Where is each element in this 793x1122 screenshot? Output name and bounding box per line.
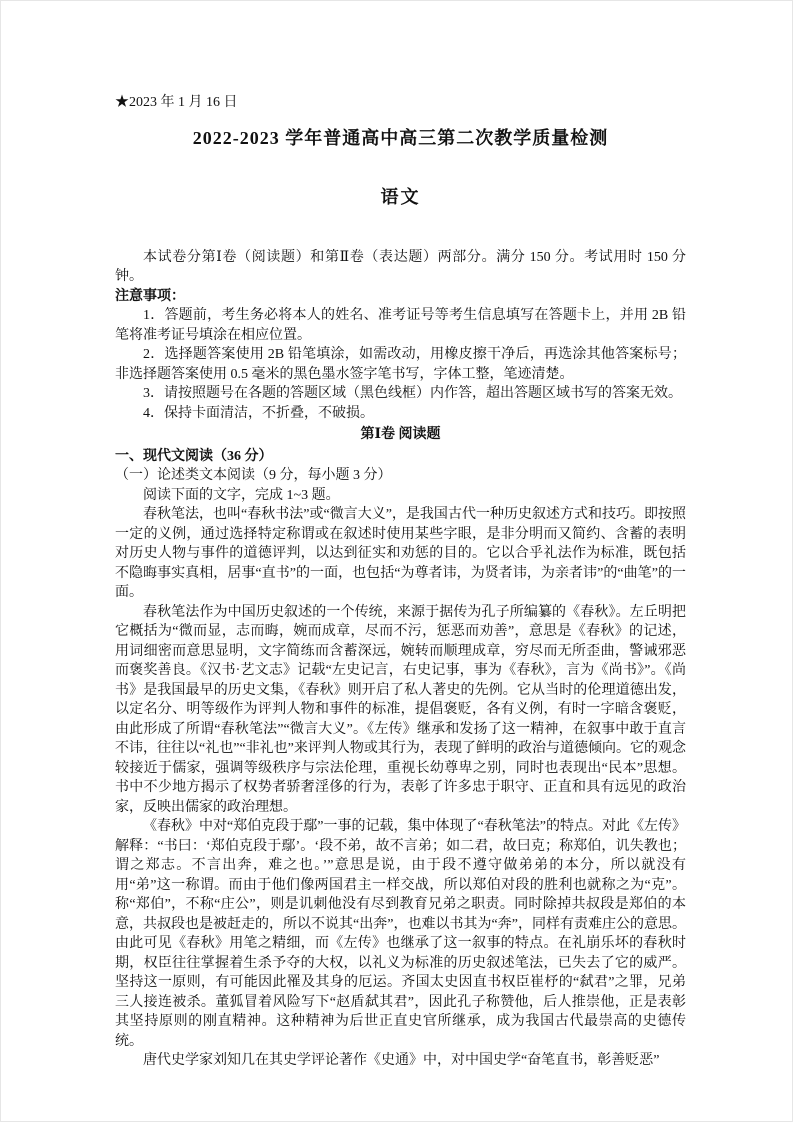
section-heading: 一、现代文阅读（36 分） xyxy=(115,448,273,464)
exam-subject: 语文 xyxy=(380,187,421,207)
exam-title: 2022-2023 学年普通高中高三第二次教学质量检测 xyxy=(192,127,609,148)
notice-item: 1．答题前，考生务必将本人的姓名、准考证号等考生信息填写在答题卡上，并用 2B 铅笔将准考证号填涂在相应位置。 xyxy=(115,308,686,343)
passage-paragraph: 春秋笔法，也叫“春秋书法”或“微言大义”，是我国古代一种历史叙述方式和技巧。即按照一定的义例，通过选择特定称谓或在叙述时使用某些字眼，是非分明而又简约、含蓄的表明对历史人物与事件的道德评判，以达到征实和劝惩的目的。它以合乎礼法作为标准，既包括不隐晦事实真相，居事“直书”的一面，也包括“为尊者讳，为贤者讳，为亲者讳”的“曲笔”的一面。 xyxy=(115,507,686,600)
reading-passage xyxy=(115,505,686,1071)
notice-item: 3．请按照题号在各题的答题区域（黑色线框）内作答，超出答题区域书写的答案无效。 xyxy=(143,386,682,401)
notice-item: 2．选择题答案使用 2B 铅笔填涂，如需改动，用橡皮擦干净后，再选涂其他答案标号；非选择题答案使用 0.5 毫米的黑色墨水签字笔书写，字体工整，笔迹清楚。 xyxy=(115,347,686,382)
reading-instruction: 阅读下面的文字，完成 1~3 题。 xyxy=(143,487,340,503)
volume-heading: 第Ⅰ卷 阅读题 xyxy=(360,427,441,442)
passage-paragraph: 春秋笔法作为中国历史叙述的一个传统，来源于据传为孔子所编纂的《春秋》。左丘明把它概括为“微而显，志而晦，婉而成章，尽而不污，惩恶而劝善”，意思是《春秋》的记述，用词细密而意思显明，文字简练而含蓄深远，婉转而顺理成章，穷尽而无所歪曲，警诫邪恶而褒奖善良。《汉书·艺文志》记载“左史记言，右史记事，事为《春秋》，言为《尚书》”。《尚书》是我国最早的历史文集，《春秋》则开启了私人著史的先例。它从当时的伦理道德出发，以定名分、明等级作为评判人物和事件的标准，提倡褒贬，各有义例，有时一字暗含褒贬，由此形成了所谓“春秋笔法”“微言大义”。《左传》继承和发扬了这一精神，在叙事中敢于直言不讳，往往以“礼也”“非礼也”来评判人物或其行为，表现了鲜明的政治与道德倾向。它的观念较接近于儒家，强调等级秩序与宗法伦理，重视长幼尊卑之别，同时也表现出“民本”思想。书中不少地方揭示了权势者骄奢淫侈的行为，表彰了许多忠于职守、正直和具有远见的政治家，反映出儒家的政治理想。 xyxy=(115,604,686,815)
passage-paragraph: 《春秋》中对“郑伯克段于鄢”一事的记载，集中体现了“春秋笔法”的特点。对此《左传》解释：“书曰：‘郑伯克段于鄢’。‘段不弟，故不言弟；如二君，故曰克；称郑伯，讥失教也；谓之郑志。不言出奔，难之也。’”意思是说，由于段不遵守做弟弟的本分，所以就没有用“弟”这一称谓。而由于他们像两国君主一样交战，所以郑伯对段的胜利也就称之为“克”。称“郑伯”，不称“庄公”，则是讥刺他没有尽到教育兄弟之职责。同时除掉共叔段是郑伯的本意，共叔段也是被赶走的，所以不说其“出奔”，也难以书其为“奔”，同样有责难庄公的意思。由此可见《春秋》用笔之精细，而《左传》也继承了这一叙事的特点。在礼崩乐坏的春秋时期，权臣往往掌握着生杀予夺的大权，以礼义为标准的历史叙述笔法，已失去了它的威严。坚持这一原则，有可能因此罹及其身的厄运。齐国太史因直书权臣崔杼的“弑君”之罪，兄弟三人接连被杀。董狐冒着风险写下“赵盾弑其君”，因此孔子称赞他，后人推崇他，正是表彰其坚持原则的刚直精神。这种精神为后世正直史官所继承，成为我国古代最崇高的史德传统。 xyxy=(115,819,686,1049)
subsection-heading: （一）论述类文本阅读（9 分，每小题 3 分） xyxy=(115,468,392,483)
date-line: ★2023 年 1 月 16 日 xyxy=(115,95,238,110)
notice-heading: 注意事项： xyxy=(115,288,185,304)
exam-intro: 本试卷分第Ⅰ卷（阅读题）和第Ⅱ卷（表达题）两部分。满分 150 分。考试用时 150 分钟。 xyxy=(115,249,686,284)
passage-paragraph: 唐代史学家刘知几在其史学评论著作《史通》中，对中国史学“奋笔直书，彰善贬恶” xyxy=(143,1053,660,1068)
notice-item: 4．保持卡面清洁，不折叠，不破损。 xyxy=(143,405,374,421)
